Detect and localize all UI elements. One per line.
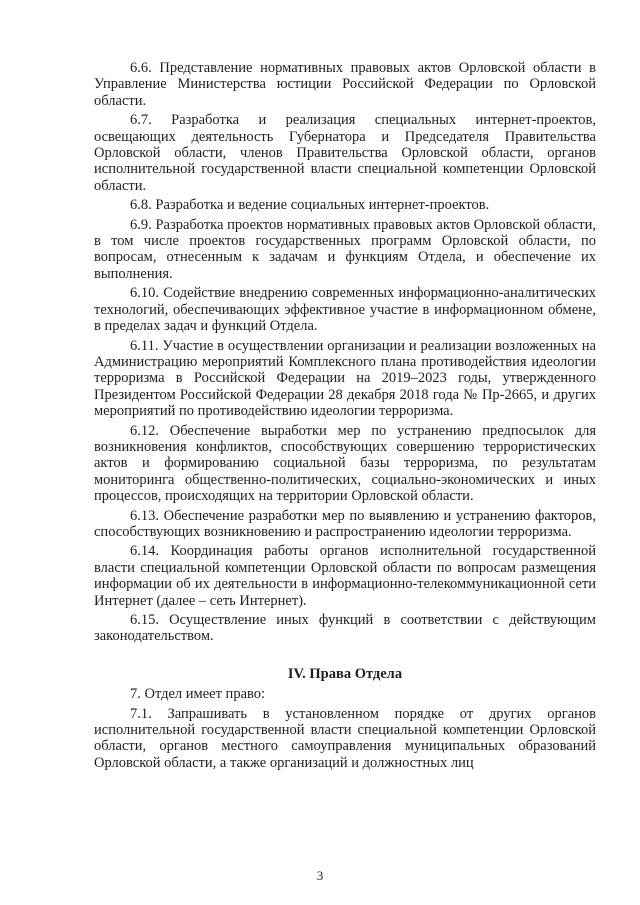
paragraph-6-7: 6.7. Разработка и реализация специальных интернет-проектов, освещающих деятельность Губернатора и Председателя Правительства Орловской области, членов Правительства Орловской области, органов исполнительной государственной власти специальной компетенции Орловской области. bbox=[94, 112, 596, 194]
paragraph-6-8: 6.8. Разработка и ведение социальных интернет-проектов. bbox=[130, 197, 490, 214]
paragraph-6-12: 6.12. Обеспечение выработки мер по устранению предпосылок для возникновения конфликтов, способствующих совершению террористических актов и формированию социальной базы терроризма, по результатам мониторинга общественно-политических, социально-экономических и иных процессов, происходящих на территории Орловской области. bbox=[94, 422, 596, 505]
paragraph-6-15: 6.15. Осуществление иных функций в соответствии с действующим законодательством. bbox=[94, 612, 596, 645]
section-heading: IV. Права Отдела bbox=[287, 665, 403, 682]
paragraph-6-6: 6.6. Представление нормативных правовых актов Орловской области в Управление Министерства юстиции Российской Федерации по Орловской области. bbox=[94, 60, 596, 109]
paragraph-6-9: 6.9. Разработка проектов нормативных правовых актов Орловской области, в том числе проектов государственных программ Орловской области, по вопросам, отнесенным к задачам и функциям Отдела, и обеспечение их выполнения. bbox=[94, 216, 596, 282]
paragraph-6-11: 6.11. Участие в осуществлении организации и реализации возложенных на Администрацию мероприятий Комплексного плана противодействия идеологии терроризма в Российской Федерации на 2019–2023 годы, утвержденного Президентом Российской Федерации 28 декабря 2018 года № Пр-2665, и других мероприятий по противодействию идеологии терроризма. bbox=[94, 337, 596, 420]
paragraph-7-1: 7.1. Запрашивать в установленном порядке от других органов исполнительной государственной власти специальной компетенции Орловской области, органов местного самоуправления муниципальных образований Орловской области, а также организаций и должностных лиц bbox=[94, 705, 596, 771]
paragraph-6-10: 6.10. Содействие внедрению современных информационно-аналитических технологий, обеспечивающих эффективное участие в информационном обмене, в пределах задач и функций Отдела. bbox=[94, 285, 596, 335]
paragraph-6-13: 6.13. Обеспечение разработки мер по выявлению и устранению факторов, способствующих возникновению и распространению идеологии терроризма. bbox=[94, 507, 596, 540]
paragraph-7: 7. Отдел имеет право: bbox=[130, 686, 266, 703]
page-number: 3 bbox=[316, 868, 324, 883]
paragraph-6-14: 6.14. Координация работы органов исполнительной государственной власти специальной компетенции Орловской области по вопросам размещения информации об их деятельности в информационно-телекоммуникационной сети Интернет (далее – сеть Интернет). bbox=[94, 543, 596, 609]
document-body bbox=[94, 60, 596, 774]
